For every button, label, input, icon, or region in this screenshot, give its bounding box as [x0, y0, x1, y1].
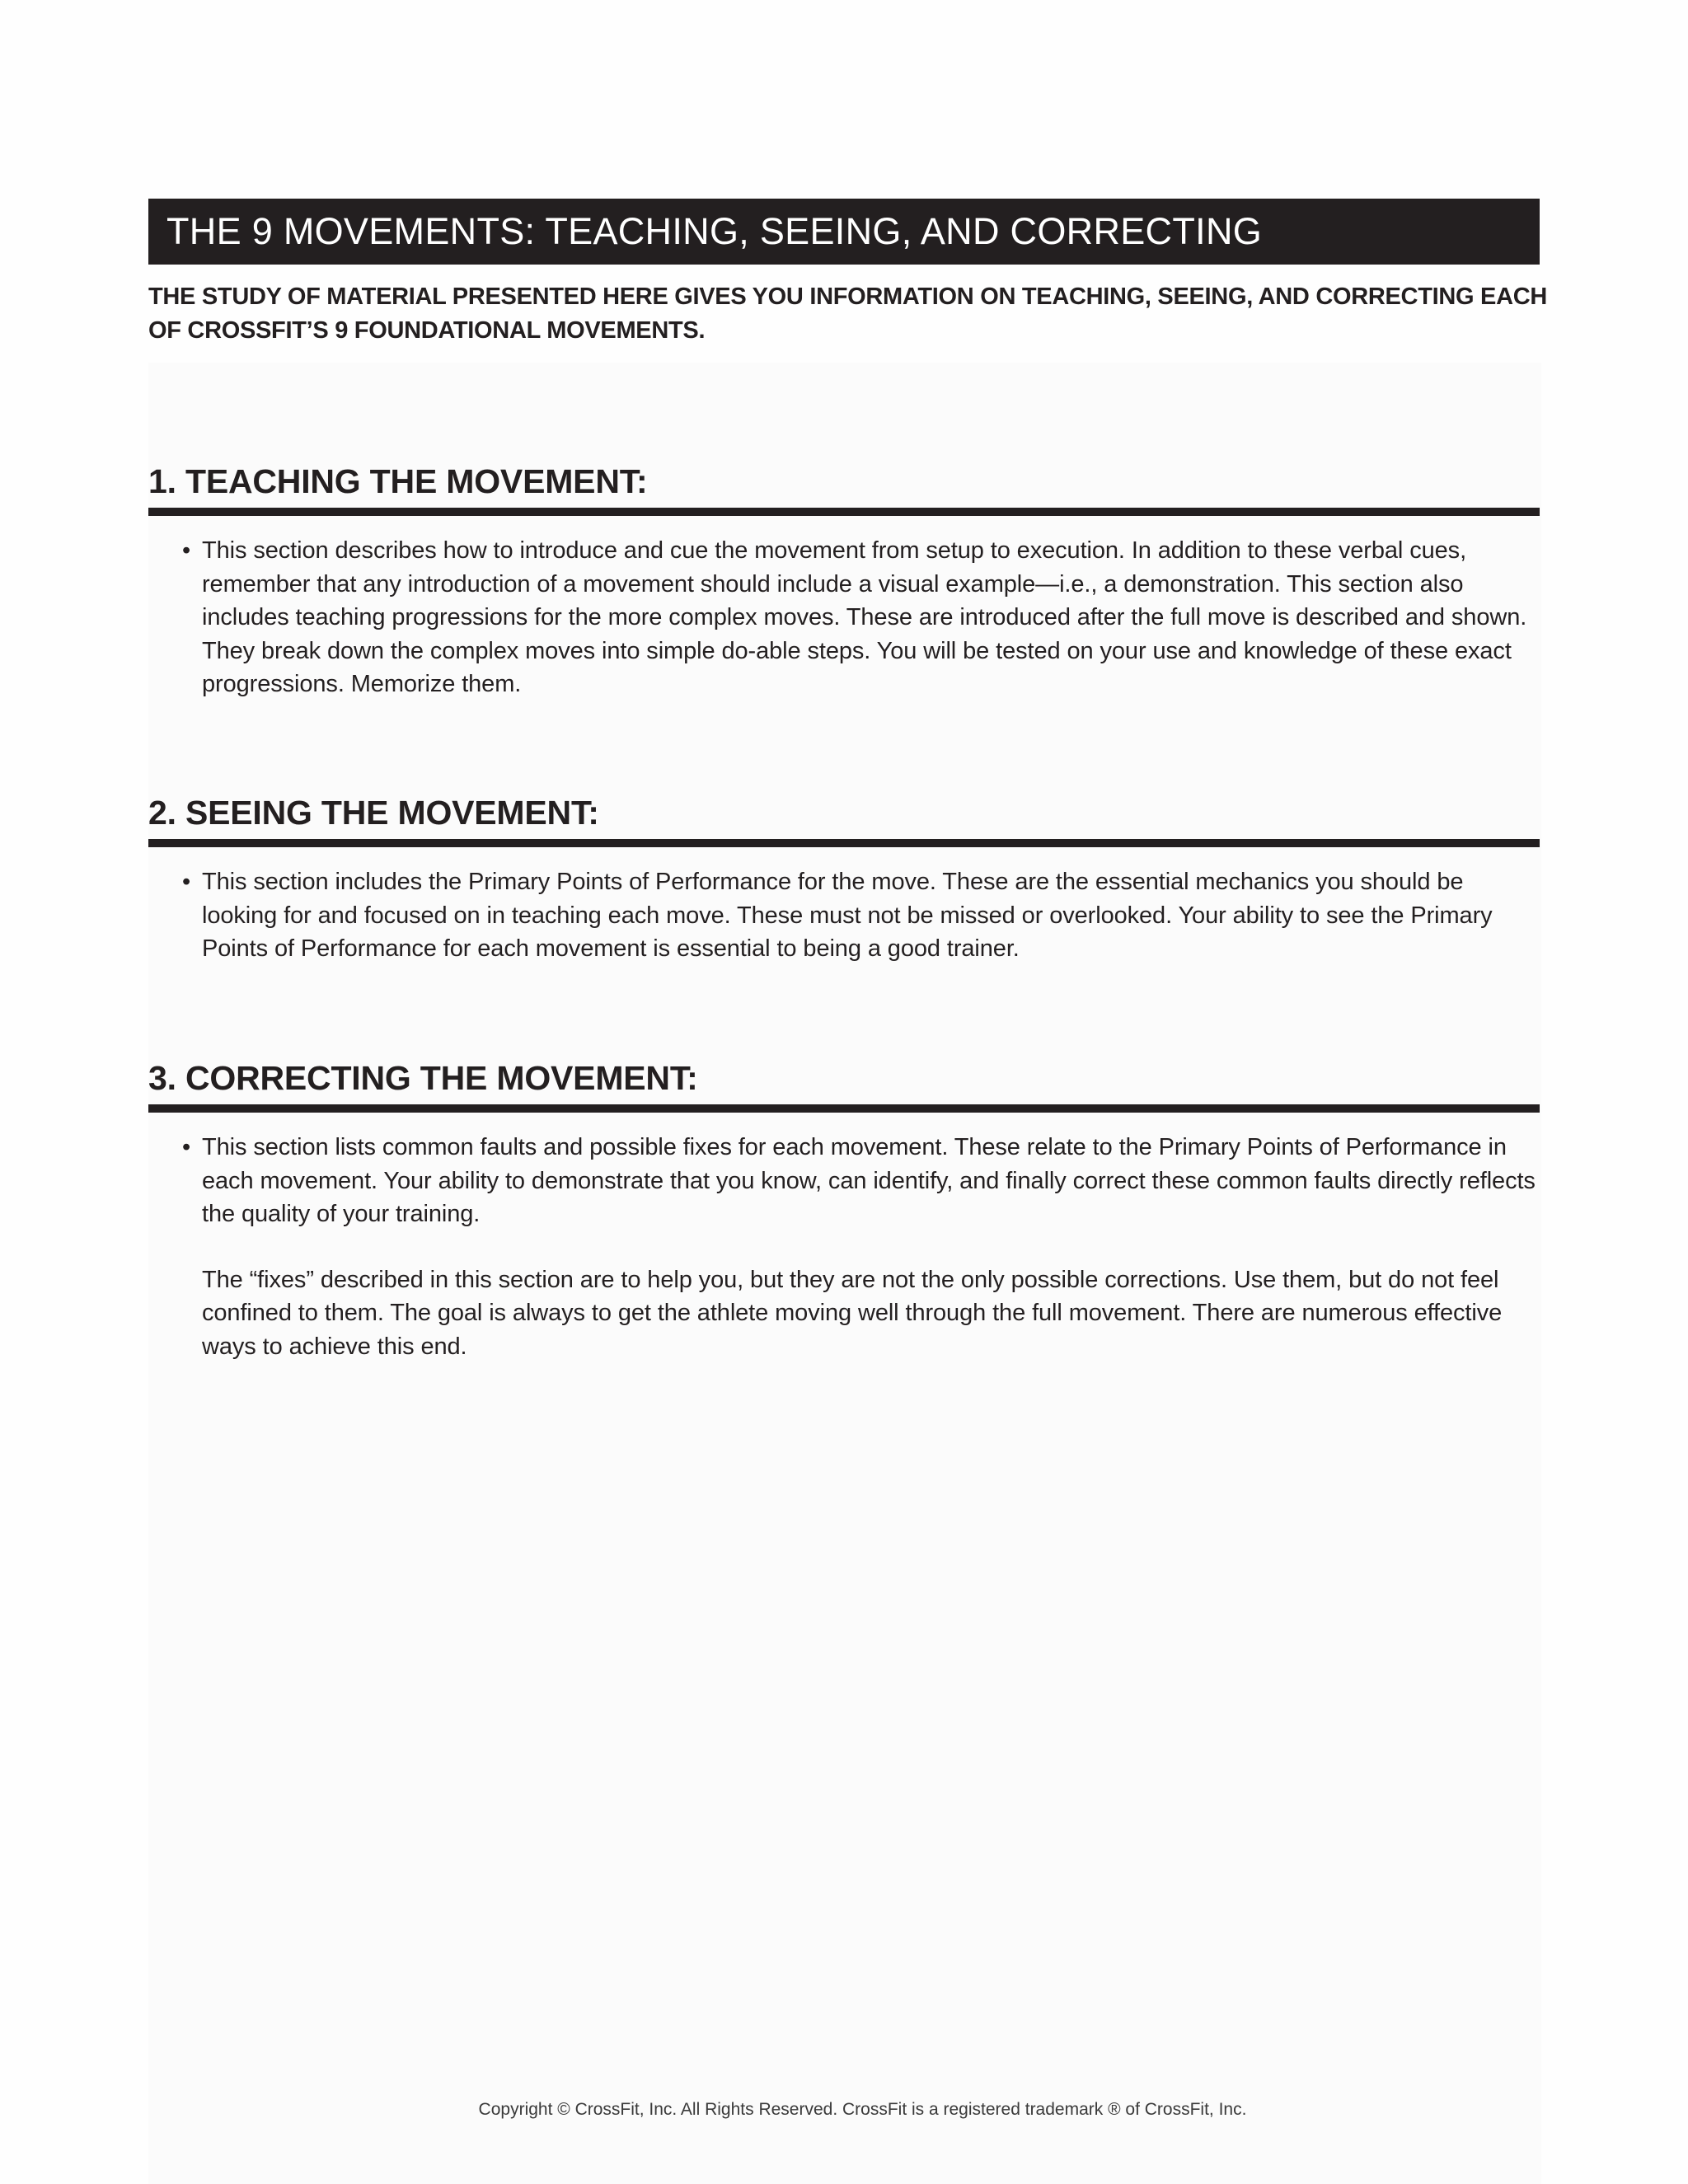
bullet-icon: • [182, 1134, 191, 1160]
page-title: THE 9 MOVEMENTS: TEACHING, SEEING, AND CORRECTING [166, 210, 1263, 252]
section-seeing [148, 791, 1540, 966]
section-heading: 2. SEEING THE MOVEMENT: [148, 794, 599, 832]
section-paragraph [148, 865, 1540, 966]
section-paragraph [148, 1263, 1540, 1364]
section-divider [148, 839, 1540, 847]
section-paragraph [148, 534, 1540, 701]
section-heading: 1. TEACHING THE MOVEMENT: [148, 462, 648, 500]
paragraph-text: This section includes the Primary Points of Performance for the move. These are the essential mechanics you should be looking for and focused on in teaching each move. These must not be missed or overlooked. Your ability to see the Primary Points of Performance for each movement is essential to being a good trainer. [202, 869, 1493, 962]
copyright-footer: Copyright © CrossFit, Inc. All Rights Reserved. CrossFit is a registered trademark ® of CrossFit, Inc. [478, 2100, 1247, 2119]
intro-text: THE STUDY OF MATERIAL PRESENTED HERE GIVES YOU INFORMATION ON TEACHING, SEEING, AND CORRECTING EACH OF CROSSFIT’S 9 FOUNDATIONAL MOVEMENTS. [148, 284, 1548, 344]
bullet-icon: • [182, 537, 191, 564]
bullet-icon: • [182, 869, 191, 895]
section-divider [148, 508, 1540, 516]
section-paragraph [148, 1131, 1540, 1231]
section-heading: 3. CORRECTING THE MOVEMENT: [148, 1059, 698, 1097]
section-teaching [148, 460, 1540, 701]
paragraph-text: The “fixes” described in this section are to help you, but they are not the only possible corrections. Use them, but do not feel confined to them. The goal is always to get the athlete moving well through the full movement. There are numerous effective ways to achieve this end. [202, 1266, 1503, 1360]
title-bar [148, 199, 1540, 265]
paragraph-text: This section lists common faults and possible fixes for each movement. These relate to the Primary Points of Performance in each movement. Your ability to demonstrate that you know, can identify, and finally correct these common faults directly reflects the quality of your training. [202, 1134, 1536, 1227]
section-correcting [148, 1057, 1540, 1363]
section-divider [148, 1104, 1540, 1113]
paragraph-text: This section describes how to introduce and cue the movement from setup to execution. In addition to these verbal cues, remember that any introduction of a movement should include a visual example—i.e., a demonstration. This section also includes teaching progressions for the more complex moves. These are introduced after the full move is described and shown. They break down the complex moves into simple do-able steps. You will be tested on your use and knowledge of these exact progressions. Memorize them. [202, 537, 1527, 697]
